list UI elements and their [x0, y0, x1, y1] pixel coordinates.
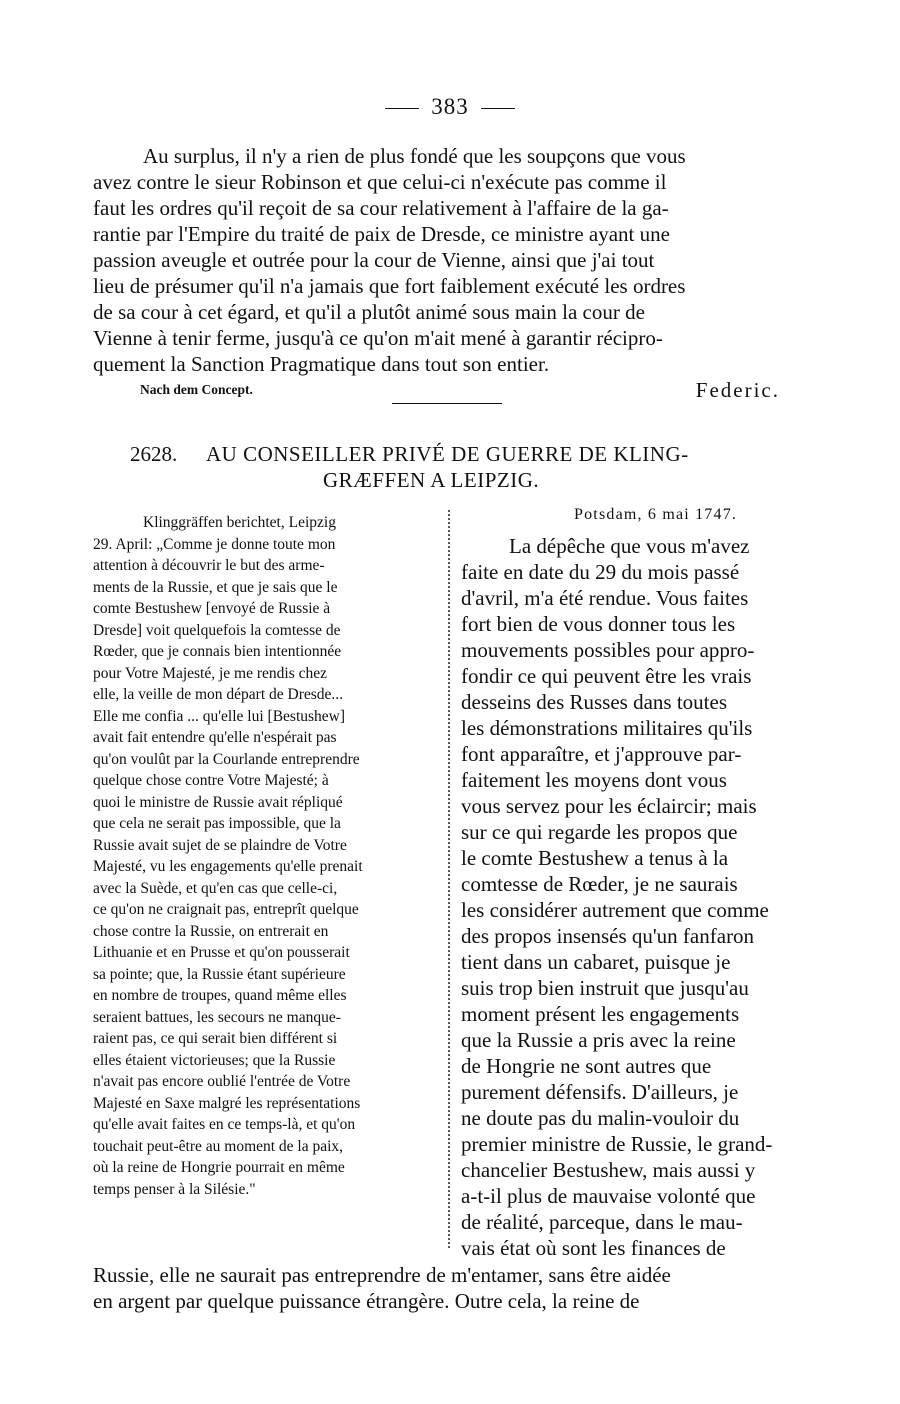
- text-line: purement défensifs. D'ailleurs, je: [461, 1080, 739, 1104]
- signature-row: [140, 378, 780, 402]
- text-line: que cela ne serait pas impossible, que la: [93, 815, 341, 832]
- text-line: le comte Bestushew a tenus à la: [461, 846, 729, 870]
- dateline: Potsdam, 6 mai 1747.: [574, 506, 738, 523]
- text-line: faitement les moyens dont vous: [461, 768, 727, 792]
- text-line: mouvements possibles pour appro-: [461, 638, 755, 662]
- text-line: où la reine de Hongrie pourrait en même: [93, 1159, 345, 1176]
- text-line: que la Russie a pris avec la reine: [461, 1028, 736, 1052]
- text-line: de Hongrie ne sont autres que: [461, 1054, 712, 1078]
- text-line: quoi le ministre de Russie avait répliqué: [93, 794, 343, 811]
- text-line: qu'elle avait faites en ce temps-là, et qu'on: [93, 1116, 356, 1133]
- section-divider: [392, 403, 502, 404]
- text-line: Dresde] voit quelquefois la comtesse de: [93, 622, 341, 639]
- text-line: Klinggräffen berichtet, Leipzig: [143, 514, 336, 531]
- text-line: attention à découvrir le but des arme-: [93, 557, 325, 574]
- text-line: Majesté, vu les engagements qu'elle prenait: [93, 858, 363, 875]
- text-line: rantie par l'Empire du traité de paix de Dresde, ce ministre ayant une: [93, 222, 670, 246]
- text-line: elles étaient victorieuses; que la Russie: [93, 1052, 336, 1069]
- text-line: Lithuanie et en Prusse et qu'on pousserait: [93, 944, 350, 961]
- text-line: moment présent les engagements: [461, 1002, 740, 1026]
- text-line: vous servez pour les éclaircir; mais: [461, 794, 757, 818]
- page-number: [0, 94, 900, 120]
- text-line: lieu de présumer qu'il n'a jamais que fort faiblement exécuté les ordres: [93, 274, 686, 298]
- text-line: fondir ce qui peuvent être les vrais: [461, 664, 752, 688]
- text-line: touchait peut-être au moment de la paix,: [93, 1138, 344, 1155]
- text-line: raient pas, ce qui serait bien différent si: [93, 1030, 338, 1047]
- text-line: passion aveugle et outrée pour la cour de Vienne, ainsi que j'ai tout: [93, 248, 655, 272]
- text-line: ce qu'on ne craignait pas, entreprît quelque: [93, 901, 359, 918]
- text-line: qu'on voulût par la Courlande entreprendre: [93, 751, 360, 768]
- text-line: Elle me confia ... qu'elle lui [Bestushew]: [93, 708, 346, 725]
- page-number-dash-left: [385, 108, 419, 109]
- text-line: suis trop bien instruit que jusqu'au: [461, 976, 749, 1000]
- text-line: avec la Suède, et qu'en cas que celle-ci,: [93, 880, 338, 897]
- text-line: ments de la Russie, et que je sais que le: [93, 579, 338, 596]
- text-line: premier ministre de Russie, le grand-: [461, 1132, 773, 1156]
- text-line: sa pointe; que, la Russie étant supérieure: [93, 966, 346, 983]
- source-note: Nach dem Concept.: [140, 382, 253, 397]
- text-line: 29. April: „Comme je donne toute mon: [93, 536, 336, 553]
- document-heading-line-2: GRÆFFEN A LEIPZIG.: [323, 468, 540, 492]
- signature: Federic.: [695, 378, 780, 402]
- text-line: n'avait pas encore oublié l'entrée de Votre: [93, 1073, 351, 1090]
- document-heading-line-1: AU CONSEILLER PRIVÉ DE GUERRE DE KLING-: [206, 442, 689, 466]
- text-line: les démonstrations militaires qu'ils: [461, 716, 753, 740]
- text-line: Russie avait sujet de se plaindre de Votre: [93, 837, 347, 854]
- text-line: en argent par quelque puissance étrangère. Outre cela, la reine de: [93, 1289, 640, 1313]
- text-line: de sa cour à cet égard, et qu'il a plutôt animé sous main la cour de: [93, 300, 645, 324]
- text-line: Russie, elle ne saurait pas entreprendre de m'entamer, sans être aidée: [93, 1263, 671, 1287]
- text-line: chancelier Bestushew, mais aussi y: [461, 1158, 756, 1182]
- text-line: tient dans un cabaret, puisque je: [461, 950, 731, 974]
- text-line: de réalité, parceque, dans le mau-: [461, 1210, 743, 1234]
- text-line: a-t-il plus de mauvaise volonté que: [461, 1184, 756, 1208]
- text-line: avait fait entendre qu'elle n'espérait pas: [93, 729, 337, 746]
- text-line: des propos insensés qu'un fanfaron: [461, 924, 755, 948]
- page-number-dash-right: [481, 108, 515, 109]
- text-line: en nombre de troupes, quand même elles: [93, 987, 347, 1004]
- text-line: comtesse de Rœder, je ne saurais: [461, 872, 738, 896]
- document-number: 2628.: [130, 442, 178, 466]
- text-line: font apparaître, et j'approuve par-: [461, 742, 742, 766]
- column-divider: [448, 510, 450, 1248]
- text-line: Au surplus, il n'y a rien de plus fondé que les soupçons que vous: [143, 144, 686, 168]
- text-line: Rœder, que je connais bien intentionnée: [93, 643, 342, 660]
- text-line: Majesté en Saxe malgré les représentations: [93, 1095, 361, 1112]
- text-line: d'avril, m'a été rendue. Vous faites: [461, 586, 749, 610]
- text-line: temps penser à la Silésie.": [93, 1181, 256, 1198]
- text-line: desseins des Russes dans toutes: [461, 690, 727, 714]
- text-line: seraient battues, les secours ne manque-: [93, 1009, 341, 1026]
- text-line: fort bien de vous donner tous les: [461, 612, 736, 636]
- text-line: chose contre la Russie, on entrerait en: [93, 923, 329, 940]
- text-line: elle, la veille de mon départ de Dresde...: [93, 686, 344, 703]
- text-line: pour Votre Majesté, je me rendis chez: [93, 665, 328, 682]
- text-line: Vienne à tenir ferme, jusqu'à ce qu'on m'ait mené à garantir récipro-: [93, 326, 663, 350]
- page-number-value: 383: [431, 94, 469, 119]
- text-line: quelque chose contre Votre Majesté; à: [93, 772, 329, 789]
- text-line: avez contre le sieur Robinson et que celui-ci n'exécute pas comme il: [93, 170, 667, 194]
- text-line: La dépêche que vous m'avez: [509, 534, 750, 558]
- text-line: faut les ordres qu'il reçoit de sa cour relativement à l'affaire de la ga-: [93, 196, 669, 220]
- text-line: ne doute pas du malin-vouloir du: [461, 1106, 740, 1130]
- text-line: les considérer autrement que comme: [461, 898, 769, 922]
- text-line: quement la Sanction Pragmatique dans tout son entier.: [93, 352, 550, 376]
- text-line: faite en date du 29 du mois passé: [461, 560, 740, 584]
- text-line: sur ce qui regarde les propos que: [461, 820, 738, 844]
- text-line: comte Bestushew [envoyé de Russie à: [93, 600, 331, 617]
- text-line: vais état où sont les finances de: [461, 1236, 726, 1260]
